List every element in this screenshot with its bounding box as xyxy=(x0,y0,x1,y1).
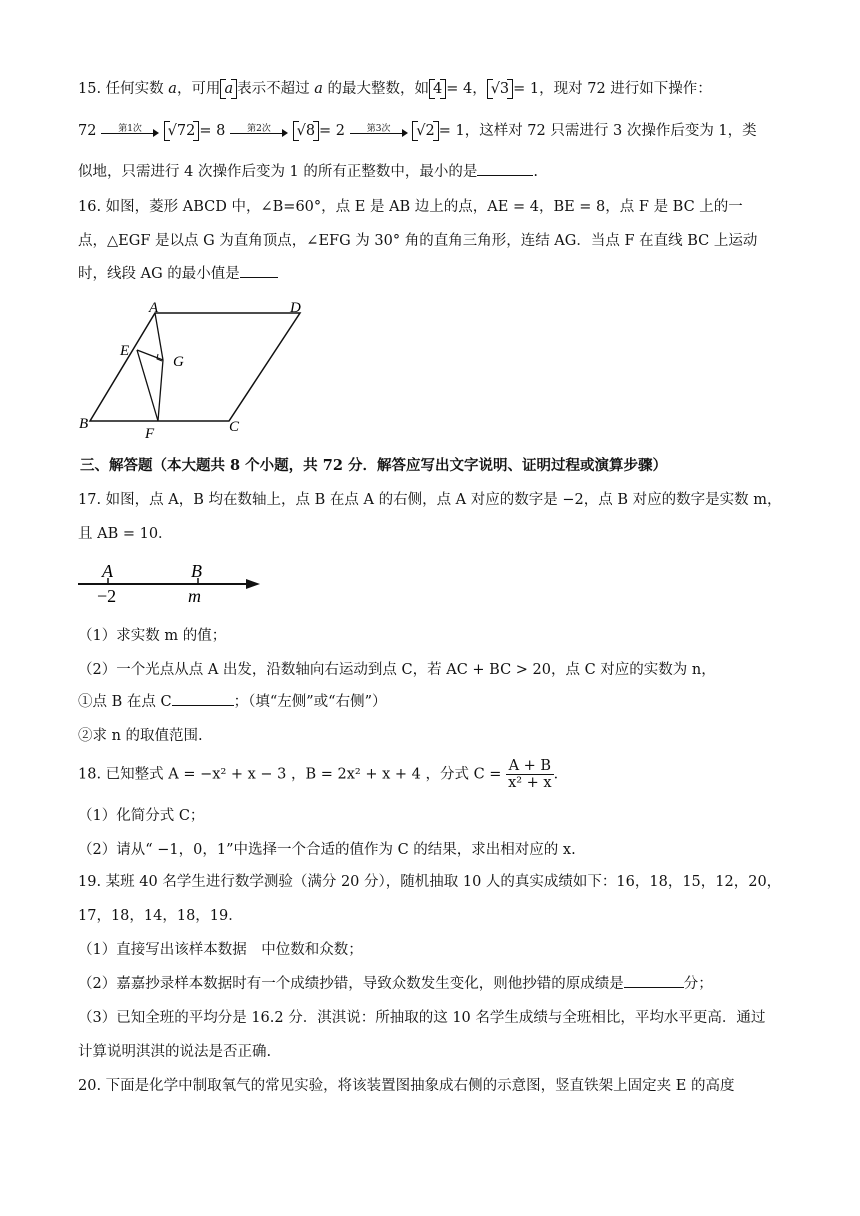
floor-bracket-sqrt8: √8 xyxy=(293,121,319,141)
axis-value-a: −2 xyxy=(97,586,117,606)
floor-bracket-a: a xyxy=(220,79,237,99)
fraction-c: $\frac{A + B}{\text{x² + x}}$ xyxy=(508,758,552,791)
q19-part2: （2）嘉嘉抄录样本数据时有一个成绩抄错，导致众数发生变化，则他抄错的原成绩是 分； xyxy=(78,976,713,992)
axis-label-b: B xyxy=(191,561,202,581)
rhombus-abcd xyxy=(90,313,300,421)
q17-part1: （1）求实数 m 的值； xyxy=(78,628,227,644)
q19-part1: （1）直接写出该样本数据 中位数和众数； xyxy=(78,942,363,958)
arrow-step1: 第1次 xyxy=(101,124,159,138)
label-d: D xyxy=(290,300,301,316)
rhombus-figure xyxy=(75,298,315,443)
q17-part2-2: ②求 n 的取值范围. xyxy=(78,728,203,744)
q17-line2: 且 AB = 10． xyxy=(78,526,173,542)
floor-bracket-sqrt72: √72 xyxy=(164,121,200,141)
arrow-step2: 第2次 xyxy=(230,124,288,138)
floor-bracket-4: 4 xyxy=(429,79,446,99)
label-e: E xyxy=(120,343,130,359)
segment-eg xyxy=(137,350,163,360)
section-heading: 三、解答题（本大题共 8 个小题，共 72 分．解答应写出文字说明、证明过程或演算步骤） xyxy=(80,457,667,474)
label-f: F xyxy=(145,426,155,442)
floor-bracket-sqrt3: √3 xyxy=(487,79,513,99)
q16-line3: 时，线段 AG 的最小值是 xyxy=(78,264,800,284)
q17-part2-1: ①点 B 在点 C ；（填“左侧”或“右侧”） xyxy=(78,694,387,710)
axis-arrow-icon xyxy=(246,579,260,589)
q19-line2: 17，18，14，18，19． xyxy=(78,908,243,924)
q19-part3-line2: 计算说明淇淇的说法是否正确. xyxy=(78,1044,272,1060)
label-a: A xyxy=(149,300,159,316)
segment-ag xyxy=(155,313,163,360)
q16-line2: 点，△EGF 是以点 G 为直角顶点，∠EFG 为 30° 角的直角三角形，连结 AG．当点 F 在直线 BC 上运动 xyxy=(78,233,758,249)
answer-blank[interactable] xyxy=(240,277,278,278)
q19-part3-line1: （3）已知全班的平均分是 16.2 分．淇淇说：所抽取的这 10 名学生成绩与全班相比，平均水平更高．通过 xyxy=(78,1010,766,1026)
q17-line1: 17. 如图，点 A，B 均在数轴上，点 B 在点 A 的右侧，点 A 对应的数字是 −2，点 B 对应的数字是实数 m， xyxy=(78,492,782,508)
arrow-step3: 第3次 xyxy=(350,124,408,138)
label-b: B xyxy=(79,416,89,432)
label-g: G xyxy=(173,354,184,370)
floor-bracket-sqrt2: √2 xyxy=(412,121,438,141)
number-line xyxy=(74,556,274,608)
q18-line1: 18. 已知整式 A = −x² + x − 3 ，B = 2x² + x + 4 ，分式 C = $\frac{A + B}{\text{x² + x}}$ ． xyxy=(78,758,569,791)
q16-line1: 16. 如图，菱形 ABCD 中，∠B=60°，点 E 是 AB 边上的点，AE = 4，BE = 8，点 F 是 BC 上的一 xyxy=(78,199,743,215)
segment-fg xyxy=(158,360,163,421)
axis-label-a: A xyxy=(102,561,113,581)
q15-line3: 似地，只需进行 4 次操作后变为 1 的所有正整数中，最小的是 . xyxy=(78,164,538,180)
answer-blank[interactable] xyxy=(172,705,234,706)
q15-line2: 72 第1次 √72 = 8 第2次 √8 = 2 第3次 √2 = 1，这样对 72 只需进行 3 次操作后变为 1，类 xyxy=(78,123,757,139)
q17-part2: （2）一个光点从点 A 出发，沿数轴向右运动到点 C，若 AC + BC > 20，点 C 对应的实数为 n， xyxy=(78,662,716,678)
answer-blank[interactable] xyxy=(624,987,684,988)
q15-line1: 15. 任何实数 a，可用 a 表示不超过 a 的最大整数，如 4 = 4， √3 = 1，现对 72 进行如下操作： xyxy=(78,81,712,97)
q18-part1: （1）化简分式 C； xyxy=(78,808,205,824)
q18-part2: （2）请从“ −1，0，1”中选择一个合适的值作为 C 的结果，求出相对应的 x. xyxy=(78,842,576,858)
answer-blank[interactable] xyxy=(477,175,533,176)
label-c: C xyxy=(229,419,240,435)
segment-ef xyxy=(137,350,158,421)
axis-value-b: m xyxy=(188,586,201,606)
q19-line1: 19. 某班 40 名学生进行数学测验（满分 20 分），随机抽取 10 人的真实成绩如下：16，18，15，12，20， xyxy=(78,874,782,890)
q20-line1: 20. 下面是化学中制取氧气的常见实验，将该装置图抽象成右侧的示意图，竖直铁架上固定夹 E 的高度 xyxy=(78,1078,735,1094)
